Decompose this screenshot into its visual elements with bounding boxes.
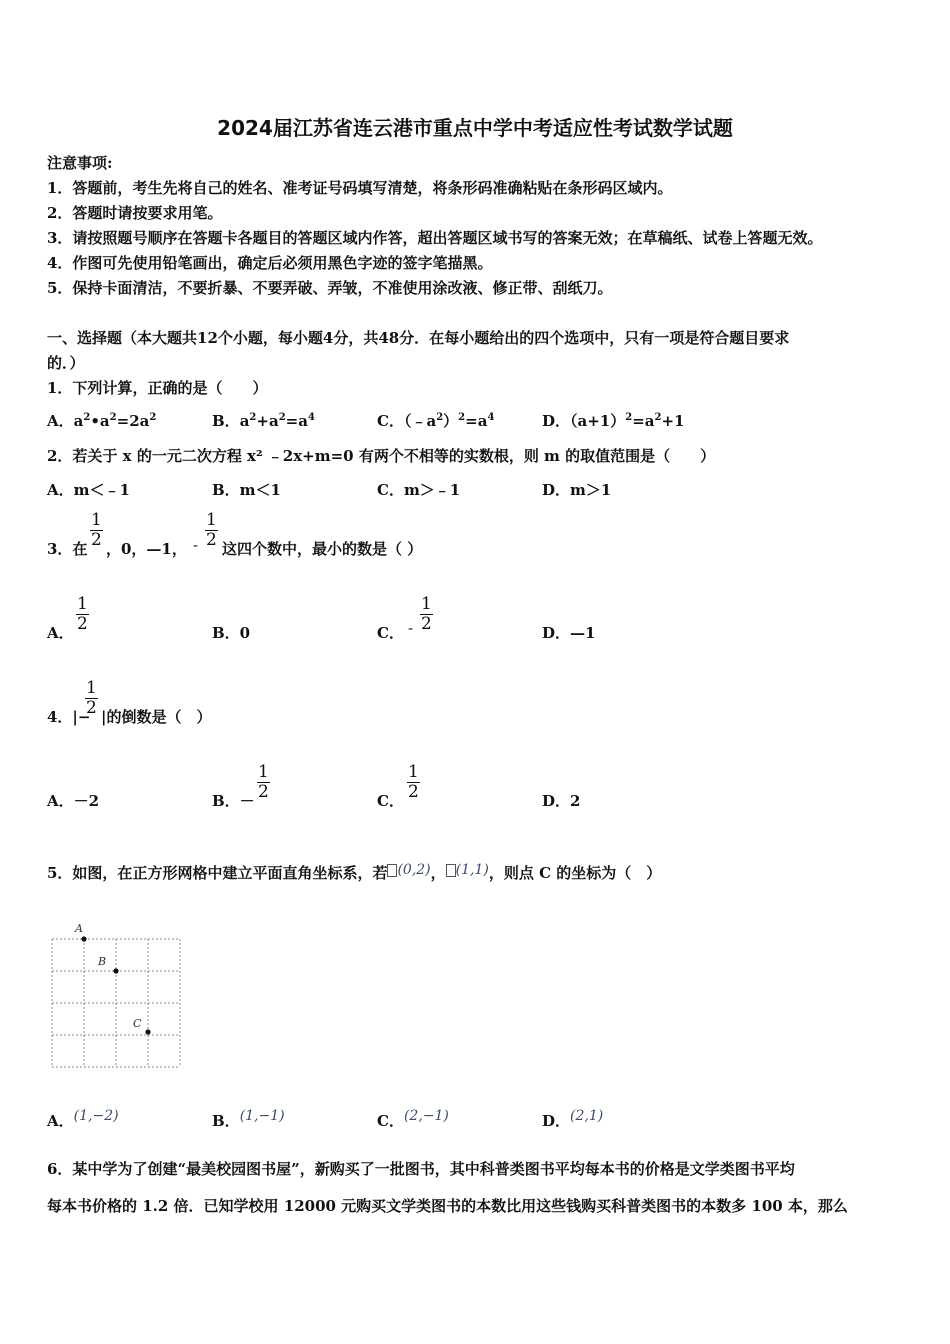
q5-option-b: B．(1,−1) xyxy=(212,1108,285,1130)
q1-option-d: D．$(a+1)^2=a^2+1$ xyxy=(542,412,685,430)
q3-fraction-neg-half: $\frac{1}{2}$ xyxy=(206,510,217,550)
q3-suffix: 这四个数中，最小的数是（ ） xyxy=(222,540,423,558)
q2-stem: 2．若关于 x 的一元二次方程 x² ﹣2x+m=0 有两个不相等的实数根，则 m 的取值范围是（ ） xyxy=(47,447,716,465)
q4-option-b-fraction: $\frac{1}{2}$ xyxy=(258,762,269,802)
notice-item-1: 1．答题前，考生先将自己的姓名、准考证号码填写清楚，将条形码准确粘贴在条形码区域内。 xyxy=(47,179,673,197)
q3-option-c-fraction: $\frac{1}{2}$ xyxy=(421,594,432,634)
point-a-label: A xyxy=(75,922,83,935)
point-c-dot xyxy=(145,1029,150,1034)
q1-option-c: C．$(﹣a^2)^2=a^4$ xyxy=(377,412,495,430)
notice-heading: 注意事项: xyxy=(47,154,113,172)
notice-item-3: 3．请按照题号顺序在答题卡各题目的答题区域内作答，超出答题区域书写的答案无效；在草稿纸、试卷上答题无效。 xyxy=(47,229,823,247)
q6-line2: 每本书价格的 1.2 倍．已知学校用 12000 元购买文学类图书的本数比用这些钱购买科普类图书的本数多 100 本，那么 xyxy=(47,1197,848,1215)
q3-mid: ，0，—1， xyxy=(106,540,187,558)
q3-fraction-half: $\frac{1}{2}$ xyxy=(91,510,102,550)
q3-option-c-label: C． xyxy=(377,624,404,642)
q3-option-a-label: A． xyxy=(47,624,74,642)
q3-option-b: B．0 xyxy=(212,624,251,642)
point-a-dot xyxy=(81,936,86,941)
q3-neg-sign: - xyxy=(193,536,199,554)
notice-item-5: 5．保持卡面清洁，不要折暴、不要弄破、弄皱，不准使用涂改液、修正带、刮纸刀。 xyxy=(47,279,613,297)
q5-option-a: A．(1,−2) xyxy=(47,1108,119,1130)
q3-prefix: 3．在 xyxy=(47,540,88,558)
q4-option-d: D．2 xyxy=(542,792,581,810)
q4-option-b-label: B．－ xyxy=(212,792,255,810)
q5-option-c: C．(2,−1) xyxy=(377,1108,449,1130)
point-b-dot xyxy=(113,968,118,973)
q6-line1: 6．某中学为了创建“最美校园图书屋”，新购买了一批图书，其中科普类图书平均每本书的价格是文学类图书平均 xyxy=(47,1160,795,1178)
q1-option-b: B．$a^2+a^2=a^4$ xyxy=(212,412,315,430)
q2-option-d: D．m＞1 xyxy=(542,481,612,499)
q4-option-a: A．－2 xyxy=(47,792,100,810)
point-c-label: C xyxy=(133,1017,142,1030)
q2-option-c: C．m＞﹣1 xyxy=(377,481,461,499)
q4-suffix: |的倒数是（ ） xyxy=(101,708,212,726)
q2-option-a: A．m＜﹣1 xyxy=(47,481,130,499)
q5-option-d: D．(2,1) xyxy=(542,1108,604,1130)
q5-stem: 5．如图，在正方形网格中建立平面直角坐标系，若 (0,2)， (1,1)，则点 C 的坐标为（ ） xyxy=(47,862,662,882)
missing-glyph-icon xyxy=(387,864,397,877)
q2-option-b: B．m＜1 xyxy=(212,481,281,499)
q4-fraction: $\frac{1}{2}$ xyxy=(86,678,97,718)
section-heading-line2: 的．） xyxy=(47,354,85,372)
q4-option-c-label: C． xyxy=(377,792,404,810)
q3-option-c-neg: - xyxy=(408,619,414,637)
section-heading-line1: 一、选择题（本大题共12个小题，每小题4分，共48分．在每小题给出的四个选项中，只有一项是符合题目要求 xyxy=(47,329,790,347)
q3-option-d: D．—1 xyxy=(542,624,596,642)
q4-option-c-fraction: $\frac{1}{2}$ xyxy=(408,762,419,802)
point-b-label: B xyxy=(98,955,107,968)
page-title: 2024届江苏省连云港市重点中学中考适应性考试数学试题 xyxy=(217,116,733,140)
q3-option-a-fraction: $\frac{1}{2}$ xyxy=(77,594,88,634)
q5-grid-figure xyxy=(45,918,185,1073)
missing-glyph-icon xyxy=(446,864,456,877)
q1-option-a: A．$a^2•a^2=2a^2$ xyxy=(47,412,157,430)
q4-prefix: 4．|− xyxy=(47,708,91,726)
notice-item-2: 2．答题时请按要求用笔。 xyxy=(47,204,223,222)
notice-item-4: 4．作图可先使用铅笔画出，确定后必须用黑色字迹的签字笔描黑。 xyxy=(47,254,493,272)
q1-stem: 1．下列计算，正确的是（ ） xyxy=(47,379,268,397)
